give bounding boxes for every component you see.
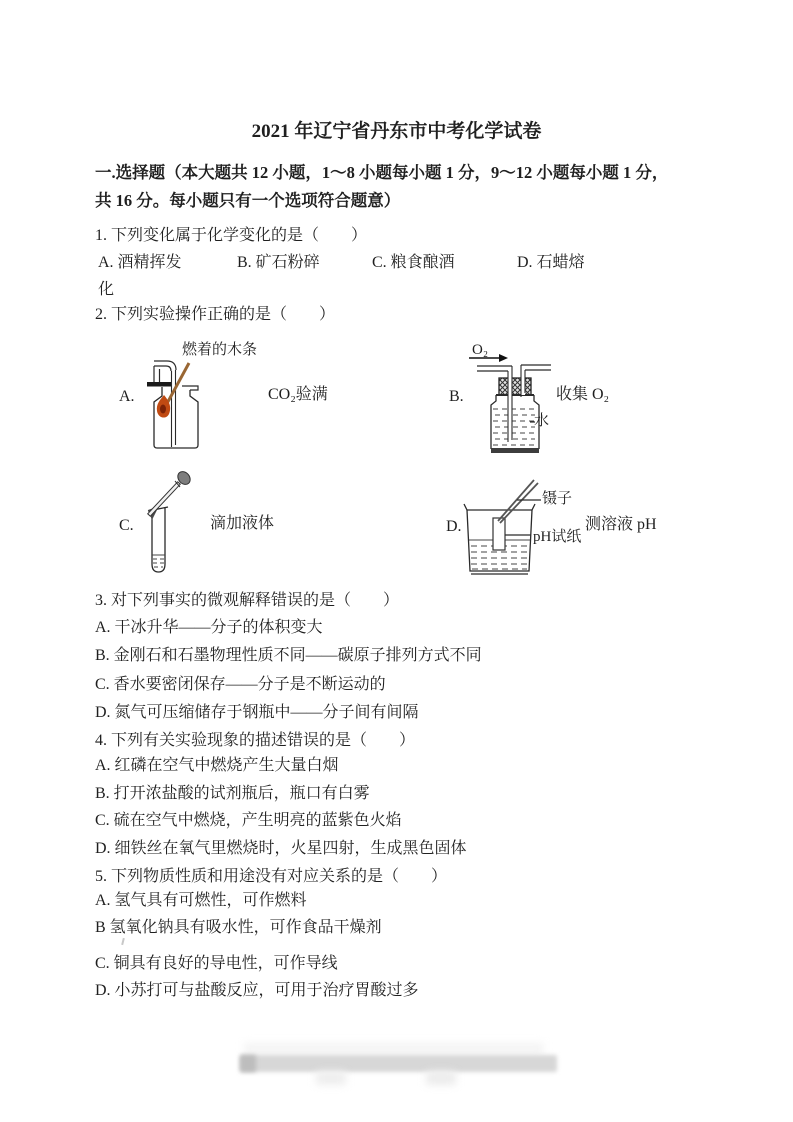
- q2d-tweezers-label: 镊子: [542, 491, 573, 507]
- q2d-letter: D.: [446, 518, 462, 535]
- q4-option-c: C. 硫在空气中燃烧，产生明亮的蓝紫色火焰: [95, 812, 402, 829]
- q1-option-c: C. 粮食酿酒: [372, 254, 455, 271]
- q1-option-b: B. 矿石粉碎: [237, 254, 320, 271]
- q5-option-a: A. 氢气具有可燃性，可作燃料: [95, 892, 307, 909]
- q1-option-a: A. 酒精挥发: [98, 254, 182, 271]
- page-title: 2021 年辽宁省丹东市中考化学试卷: [251, 121, 542, 142]
- section-heading-line2: 共 16 分。每小题只有一个选项符合题意）: [95, 191, 401, 210]
- q5-option-d: D. 小苏打可与盐酸反应，可用于治疗胃酸过多: [95, 982, 419, 999]
- q2b-letter: B.: [449, 388, 464, 405]
- dropper-body: [148, 482, 181, 516]
- q4-option-a: A. 红磷在空气中燃烧产生大量白烟: [95, 757, 339, 774]
- q2a-letter: A.: [119, 388, 135, 405]
- q1-stem: 1. 下列变化属于化学变化的是（ ）: [95, 227, 368, 244]
- watermark-blur-cap: [240, 1055, 256, 1072]
- q5-stem: 5. 下列物质性质和用途没有对应关系的是（ ）: [95, 868, 448, 885]
- dropper-diagram: [135, 465, 215, 580]
- rubber-stopper: [499, 378, 531, 395]
- test-tube: [152, 507, 165, 572]
- water-fill: [493, 409, 537, 445]
- q1-option-d-wrap: 化: [98, 281, 115, 298]
- q2-stem: 2. 下列实验操作正确的是（ ）: [95, 306, 336, 323]
- q3-option-c: C. 香水要密闭保存——分子是不断运动的: [95, 676, 386, 693]
- q4-option-b: B. 打开浓盐酸的试剂瓶后，瓶口有白雾: [95, 785, 370, 802]
- q4-option-d: D. 细铁丝在氧气里燃烧时，火星四射，生成黑色固体: [95, 840, 467, 857]
- ph-paper-strip: [493, 518, 505, 550]
- q2b-caption: 收集 O₂: [556, 386, 610, 403]
- q2a-caption: CO₂验满: [268, 386, 328, 403]
- q4-stem: 4. 下列有关实验现象的描述错误的是（ ）: [95, 732, 416, 749]
- co2-test-diagram: [130, 353, 250, 458]
- q2d-caption: 测溶液 pH: [585, 516, 657, 533]
- q3-option-a: A. 干冰升华——分子的体积变大: [95, 619, 323, 636]
- liquid-fill: [153, 559, 164, 567]
- q2b-water-label: 水: [534, 413, 550, 429]
- o2-collection-diagram: [455, 335, 570, 460]
- q3-option-d: D. 氮气可压缩储存于钢瓶中——分子间有间隔: [95, 704, 419, 721]
- q2b-gas-label: O₂: [472, 342, 489, 358]
- section-heading-line1: 一.选择题（本大题共 12 小题，1～8 小题每小题 1 分，9～12 小题每小题 1 分，: [95, 163, 669, 182]
- watermark-smudge-2: [426, 1071, 456, 1085]
- watermark-blur-bar: [240, 1055, 557, 1072]
- q3-option-b: B. 金刚石和石墨物理性质不同——碳原子排列方式不同: [95, 647, 482, 664]
- q3-stem: 3. 对下列事实的微观解释错误的是（ ）: [95, 592, 400, 609]
- q5-option-c: C. 铜具有良好的导电性，可作导线: [95, 955, 338, 972]
- q2d-paper-label: pH试纸: [533, 529, 582, 545]
- watermark-smear-top: [244, 1043, 544, 1055]
- q2c-letter: C.: [119, 517, 134, 534]
- q5-option-b: B 氢氧化钠具有吸水性，可作食品干燥剂: [95, 919, 382, 936]
- watermark-smudge-1: [316, 1071, 346, 1085]
- q1-option-d: D. 石蜡熔: [517, 254, 585, 271]
- scan-artifact: [121, 938, 125, 945]
- q2c-caption: 滴加液体: [210, 515, 275, 532]
- q2a-wood-splint-label: 燃着的木条: [182, 342, 258, 358]
